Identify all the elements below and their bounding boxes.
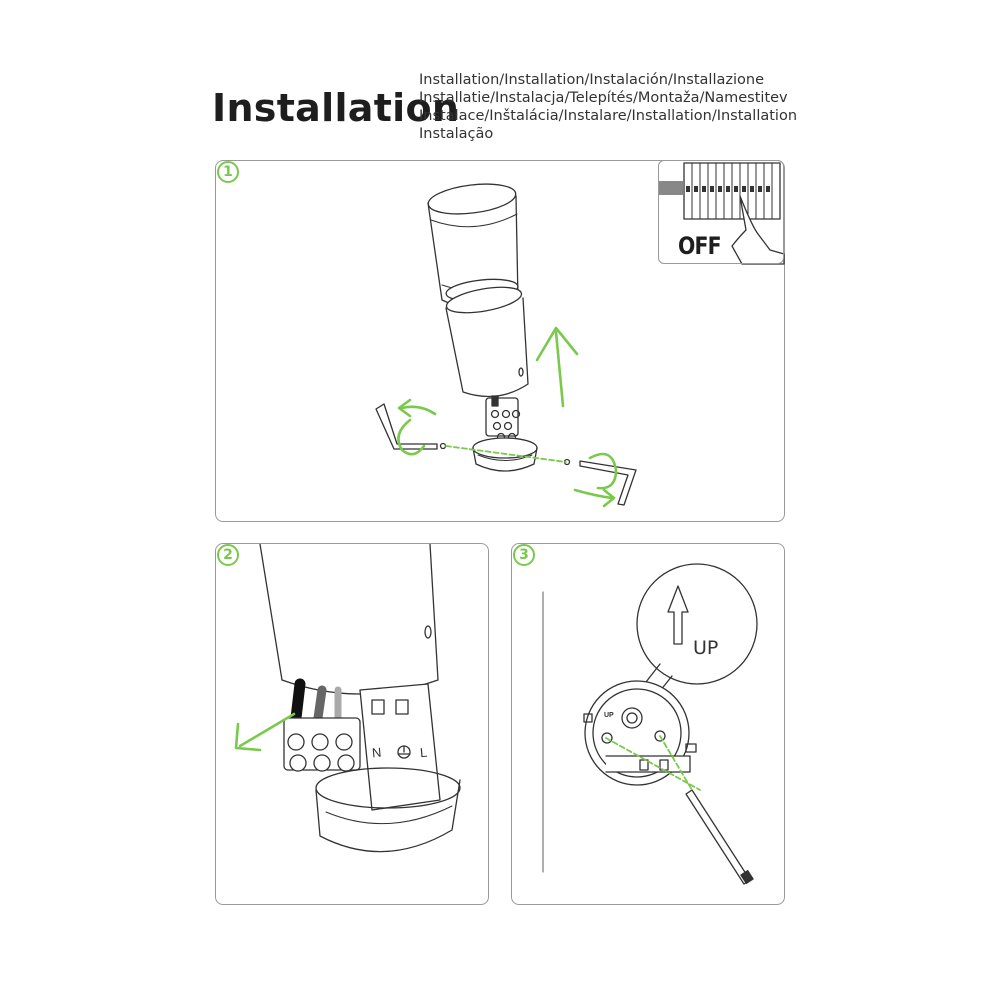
breaker-inset [658,160,784,264]
language-line: Installatie/Instalacja/Telepítés/Montaža/Namestitev [419,90,788,106]
terminal-block-step2 [284,718,360,771]
mounting-plate [584,681,696,785]
step-number-3: 3 [513,544,535,566]
terminal-block [486,396,520,441]
terminal-label-n: N [371,744,383,761]
up-plate-label: UP [604,712,614,719]
off-label: OFF [678,232,721,260]
lamp-body-step2 [260,544,438,694]
screwdriver [686,790,753,884]
language-line: Instalace/Inštalácia/Instalare/Installation/Installation [419,108,798,124]
page-title: Installation [212,86,460,130]
lamp-body [445,283,528,397]
language-line: Installation/Installation/Instalación/Installazione [419,72,764,88]
up-callout-label: UP [693,637,719,659]
language-line: Instalação [419,126,494,142]
step-number-2: 2 [217,544,239,566]
step-number-1: 1 [217,161,239,183]
terminal-label-l: L [419,744,428,761]
